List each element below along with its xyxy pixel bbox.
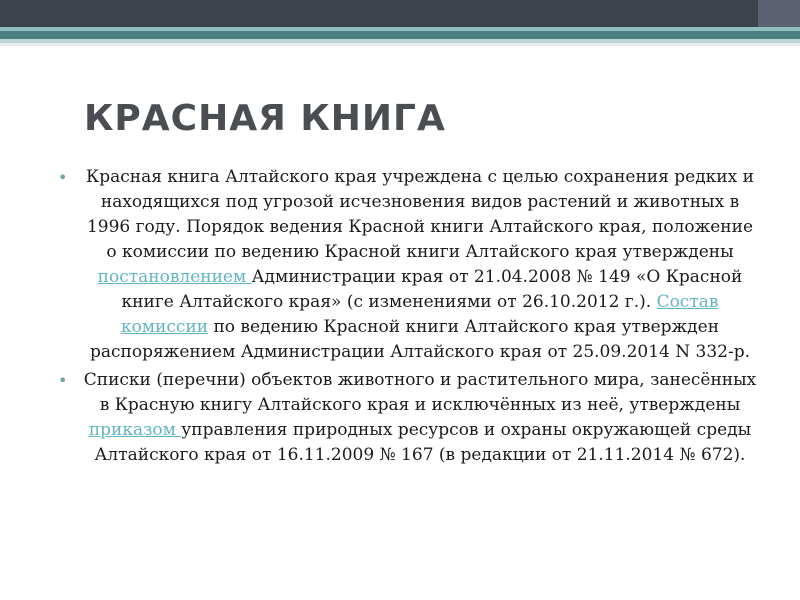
link-prikazom[interactable]: приказом (88, 420, 182, 440)
header-band (0, 0, 800, 27)
bullet-item-2 (58, 368, 758, 468)
bullet-marker: • (58, 371, 68, 390)
link-sostav-komissii[interactable]: Состав комиссии (120, 292, 719, 337)
header-stripe-faint (0, 43, 800, 46)
item-1-text-part-3: по ведению Красной книги Алтайского края утвержден распоряжением Администрации Алтайского края от 25.09.2014 N 332-р. (89, 317, 751, 362)
bullet-item-1 (58, 165, 758, 365)
header-corner-accent (758, 0, 800, 27)
slide-body (58, 165, 758, 468)
item-2-text-part-2: управления природных ресурсов и охраны окружающей среды Алтайского края от 16.11.2009 № 167 (в редакции от 21.11.2014 № 672). (94, 420, 752, 465)
bullet-marker: • (58, 168, 68, 187)
item-1-text-part-1: Красная книга Алтайского края учреждена с целью сохранения редких и находящихся под угрозой исчезновения видов растений и животных в 1996 году. Порядок ведения Красной книги Алтайского края, положение о комиссии по ведению Красной книги Алтайского края утверждены (86, 167, 754, 262)
item-2-text-part-1: Списки (перечни) объектов животного и растительного мира, занесённых в Красную книгу Алтайского края и исключённых из неё, утверждены (83, 370, 757, 415)
header-stripe-teal (0, 31, 800, 39)
item-1-text-part-2: Администрации края от 21.04.2008 № 149 «О Красной книге Алтайского края» (с изменениями от 26.10.2012 г.). (121, 267, 743, 312)
slide-title: КРАСНАЯ КНИГА (84, 98, 446, 139)
link-postanovleniem[interactable]: постановлением (97, 267, 252, 287)
